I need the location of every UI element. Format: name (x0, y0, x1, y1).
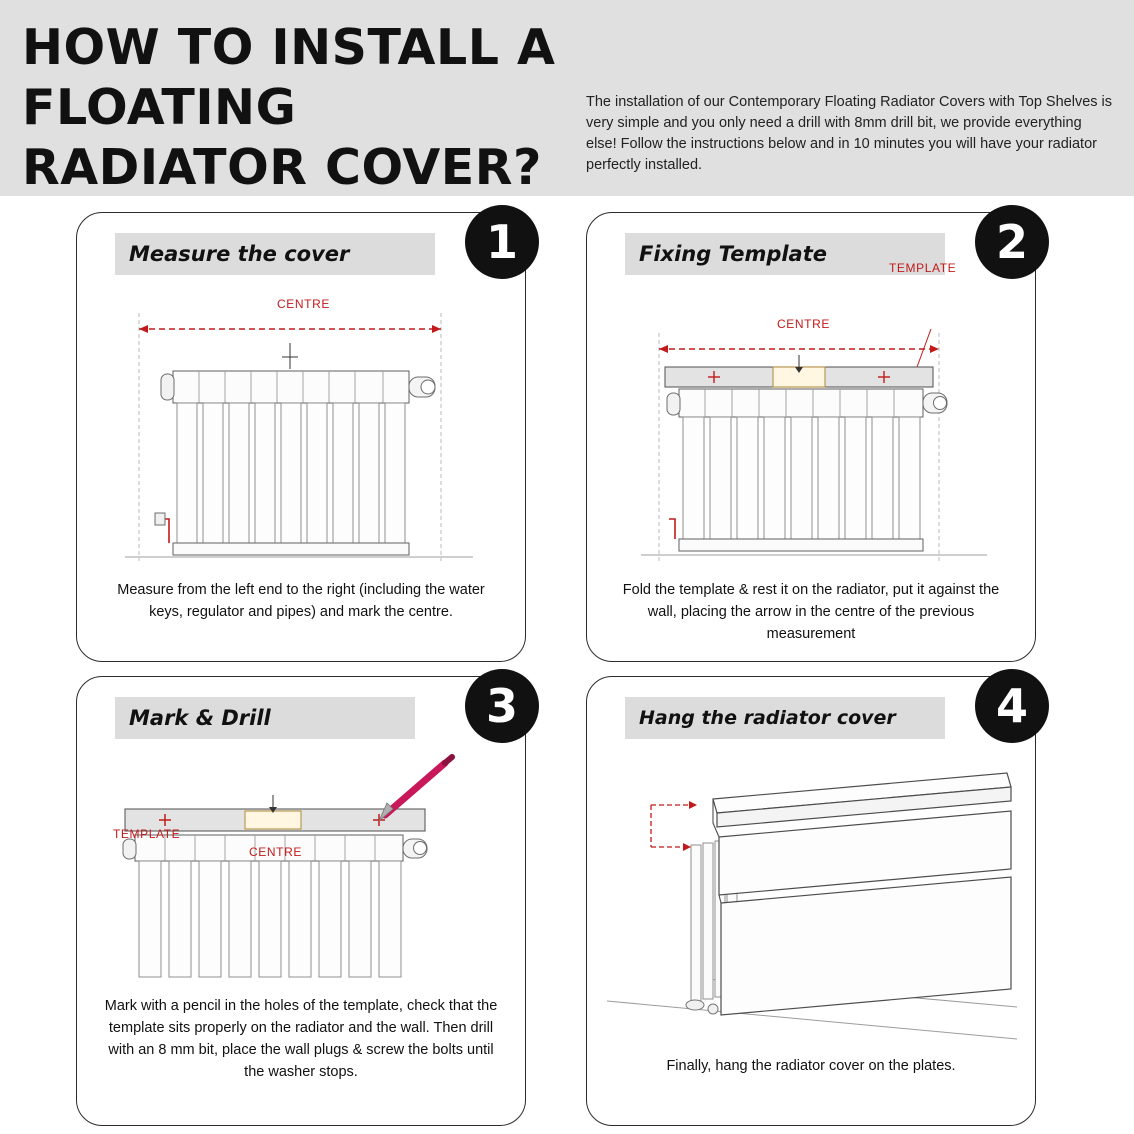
header-banner (0, 0, 1134, 196)
page-title-line-1: HOW TO INSTALL A FLOATING (22, 19, 556, 136)
step-2-title: Fixing Template (639, 242, 828, 266)
step-3-centre-label: CENTRE (249, 845, 302, 859)
step-card-1 (76, 212, 526, 662)
step-3-template-label: TEMPLATE (113, 827, 181, 841)
step-2-illustration (587, 271, 1037, 571)
step-1-badge: 1 (465, 205, 539, 279)
step-4-illustration (587, 743, 1037, 1043)
step-1-title-bar (115, 233, 435, 275)
step-1-title: Measure the cover (129, 242, 350, 266)
step-4-caption: Finally, hang the radiator cover on the plates. (666, 1058, 956, 1074)
step-4-badge: 4 (975, 669, 1049, 743)
step-4-title: Hang the radiator cover (639, 707, 896, 729)
step-2-centre-label: CENTRE (777, 317, 830, 331)
step-3-title-bar (115, 697, 415, 739)
step-2-badge: 2 (975, 205, 1049, 279)
step-3-badge: 3 (465, 669, 539, 743)
step-1-illustration (77, 271, 527, 571)
step-3-illustration (77, 749, 527, 989)
step-card-4 (586, 676, 1036, 1126)
page-title-line-2: RADIATOR COVER? (22, 139, 542, 196)
step-1-centre-label: CENTRE (277, 297, 330, 311)
step-1-caption: Measure from the left end to the right (including the water keys, regulator and pipes) and mark the centre. (117, 582, 485, 620)
step-3-title: Mark & Drill (129, 706, 271, 730)
step-card-2 (586, 212, 1036, 662)
step-2-template-label: TEMPLATE (889, 261, 957, 275)
step-3-caption: Mark with a pencil in the holes of the template, check that the template sits properly on the radiator and the wall. Then drill with an 8 mm bit, place the wall plugs & screw the bolts until the washer stops. (104, 998, 498, 1080)
step-4-title-bar (625, 697, 945, 739)
step-2-caption: Fold the template & rest it on the radiator, put it against the wall, placing the arrow in the centre of the previous measurement (622, 582, 1000, 642)
step-card-3 (76, 676, 526, 1126)
page-title (22, 18, 582, 198)
header-description: The installation of our Contemporary Floating Radiator Covers with Top Shelves is very simple and you only need a drill with 8mm drill bit, we provide everything else! Follow the instructions below and in 10 minutes you will have your radiator perfectly installed. (586, 94, 1113, 173)
